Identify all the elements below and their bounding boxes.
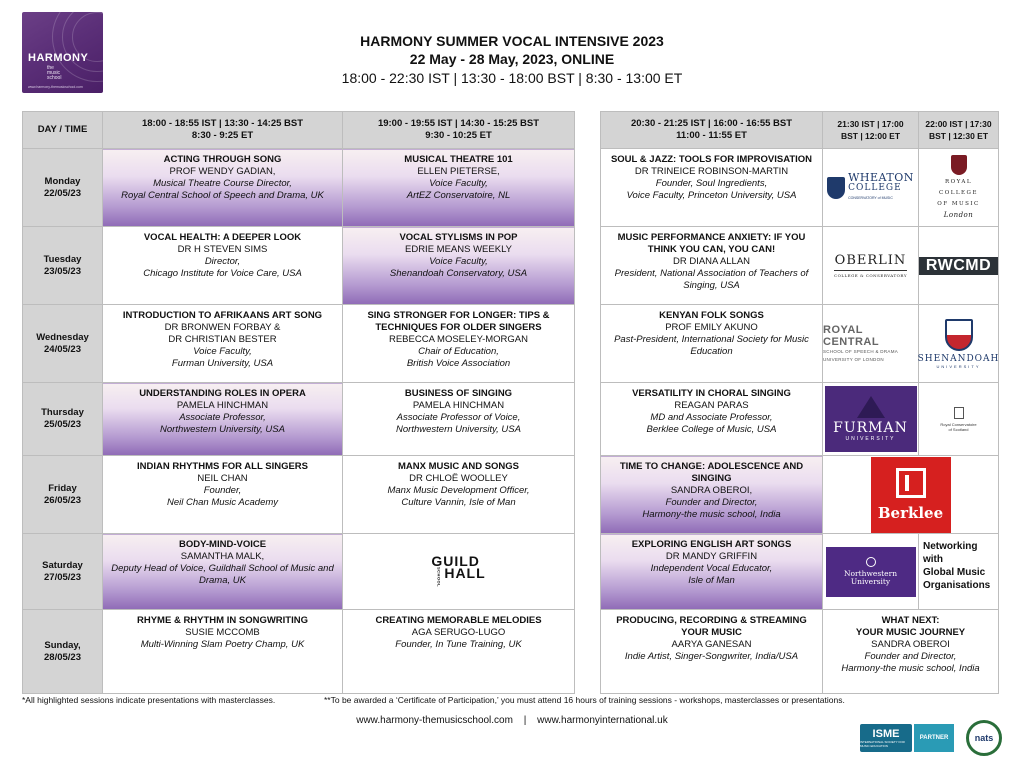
- session-business-of-singing: BUSINESS OF SINGING PAMELA HINCHMAN Associate Professor of Voice, Northwestern University, USA: [343, 383, 575, 456]
- session-body-mind-voice: BODY-MIND-VOICE SAMANTHA MALK, Deputy Head of Voice, Guildhall School of Music and Drama, UK: [103, 534, 343, 610]
- header-slot4: 21:30 IST | 17:00 BST | 12:00 ET: [823, 112, 919, 149]
- day-monday: Monday 22/05/23: [23, 149, 103, 227]
- northwestern-logo-cell: [823, 534, 919, 610]
- page-title: HARMONY SUMMER VOCAL INTENSIVE 2023: [360, 33, 664, 49]
- header-slot3: 20:30 - 21:25 IST | 16:00 - 16:55 BST 11:00 - 11:55 ET: [601, 112, 823, 149]
- header-slot1: 18:00 - 18:55 IST | 13:30 - 14:25 BST 8:30 - 9:25 ET: [103, 112, 343, 149]
- link-harmony-international[interactable]: www.harmonyinternational.uk: [537, 715, 668, 726]
- wheaton-shield-icon: [827, 177, 845, 199]
- shenandoah-logo-cell: [919, 305, 999, 383]
- isme-logo: ISME INTERNATIONAL SOCIETY FOR MUSIC EDUCATION: [860, 724, 912, 752]
- day-tuesday: Tuesday 23/05/23: [23, 227, 103, 305]
- royal-central-logo-cell: [823, 305, 919, 383]
- session-producing-recording: PRODUCING, RECORDING & STREAMING YOUR MUSIC AARYA GANESAN Indie Artist, Singer-Songwriter, India/USA: [601, 610, 823, 694]
- furman-logo: FURMAN UNIVERSITY: [825, 386, 917, 452]
- oberlin-logo-cell: [823, 227, 919, 305]
- day-thursday: Thursday 25/05/23: [23, 383, 103, 456]
- rcs-logo-cell: [919, 383, 999, 456]
- logo-sub: the music school: [47, 65, 62, 81]
- session-manx-music: MANX MUSIC AND SONGS DR CHLOË WOOLLEY Manx Music Development Officer, Culture Vannin, Isle of Man: [343, 456, 575, 534]
- rcs-crest-icon: [954, 407, 964, 419]
- header-slot2: 19:00 - 19:55 IST | 14:30 - 15:25 BST 9:30 - 10:25 ET: [343, 112, 575, 149]
- session-kenyan-folk-songs: KENYAN FOLK SONGS PROF EMILY AKUNO Past-President, International Society for Music Education: [601, 305, 823, 383]
- oberlin-logo: OBERLIN COLLEGE & CONSERVATORY: [834, 253, 907, 278]
- rwcmd-logo-cell: [919, 227, 999, 305]
- session-what-next: WHAT NEXT: YOUR MUSIC JOURNEY SANDRA OBEROI Founder and Director, Harmony-the music school, India: [823, 610, 999, 694]
- session-memorable-melodies: CREATING MEMORABLE MELODIES AGA SERUGO-LUGO Founder, In Tune Training, UK: [343, 610, 575, 694]
- rcs-logo: Royal Conservatoire of Scotland: [940, 407, 976, 432]
- page-times: 18:00 - 22:30 IST | 13:30 - 18:00 BST | 8:30 - 13:00 ET: [341, 70, 683, 86]
- rwcmd-logo: RWCMD: [919, 257, 998, 275]
- session-soul-jazz: SOUL & JAZZ: TOOLS FOR IMPROVISATION DR TRINEICE ROBINSON-MARTIN Founder, Soul Ingredients, Voice Faculty, Princeton University, USA: [601, 149, 823, 227]
- networking-cell: Networking with Global Music Organisations: [919, 534, 999, 610]
- nats-logo: nats: [966, 720, 1002, 756]
- partner-badge: PARTNER: [914, 724, 954, 752]
- northwestern-seal-icon: [866, 557, 876, 567]
- day-sunday: Sunday, 28/05/23: [23, 610, 103, 694]
- berklee-logo: Berklee: [871, 457, 951, 533]
- schedule-right-table: [600, 111, 999, 694]
- rcm-crest-icon: [951, 155, 967, 175]
- royal-central-logo: ROYAL CENTRAL SCHOOL OF SPEECH & DRAMA UNIVERSITY OF LONDON: [823, 323, 899, 362]
- wheaton-logo-cell: [823, 149, 919, 227]
- session-roles-in-opera: UNDERSTANDING ROLES IN OPERA PAMELA HINCHMAN Associate Professor, Northwestern University, USA: [103, 383, 343, 456]
- session-afrikaans-art-song: INTRODUCTION TO AFRIKAANS ART SONG DR BRONWEN FORBAY & DR CHRISTIAN BESTER Voice Faculty, Furman University, USA: [103, 305, 343, 383]
- session-vocal-health: VOCAL HEALTH: A DEEPER LOOK DR H STEVEN SIMS Director, Chicago Institute for Voice Care, USA: [103, 227, 343, 305]
- session-musical-theatre-101: MUSICAL THEATRE 101 ELLEN PIETERSE, Voice Faculty, ArtEZ Conservatoire, NL: [343, 149, 575, 227]
- berklee-mark-icon: [896, 468, 926, 498]
- shenandoah-shield-icon: [945, 319, 973, 351]
- day-saturday: Saturday 27/05/23: [23, 534, 103, 610]
- page-dates: 22 May - 28 May, 2023, ONLINE: [409, 51, 615, 67]
- footnote-highlight: *All highlighted sessions indicate presentations with masterclasses.: [22, 695, 276, 705]
- guildhall-logo: GUILD SCHOOL HALL: [431, 553, 486, 588]
- session-acting-through-song: ACTING THROUGH SONG PROF WENDY GADIAN, Musical Theatre Course Director, Royal Central School of Speech and Drama, UK: [103, 149, 343, 227]
- session-vocal-stylisms-pop: VOCAL STYLISMS IN POP EDRIE MEANS WEEKLY Voice Faculty, Shenandoah Conservatory, USA: [343, 227, 575, 305]
- footer-links: [200, 715, 824, 726]
- session-english-art-songs: EXPLORING ENGLISH ART SONGS DR MANDY GRIFFIN Independent Vocal Educator, Isle of Man: [601, 534, 823, 610]
- wheaton-logo: WHEATON COLLEGE CONSERVATORY of MUSIC: [824, 173, 917, 203]
- harmony-logo: [22, 12, 103, 93]
- link-harmony-school[interactable]: www.harmony-themusicschool.com: [356, 715, 513, 726]
- day-friday: Friday 26/05/23: [23, 456, 103, 534]
- session-indian-rhythms: INDIAN RHYTHMS FOR ALL SINGERS NEIL CHAN Founder, Neil Chan Music Academy: [103, 456, 343, 534]
- day-wednesday: Wednesday 24/05/23: [23, 305, 103, 383]
- schedule-left-table: [22, 111, 575, 694]
- furman-logo-cell: [823, 383, 919, 456]
- header-day: DAY / TIME: [23, 112, 103, 149]
- shenandoah-logo: SHENANDOAH UNIVERSITY: [918, 319, 1000, 369]
- link-separator: |: [523, 715, 527, 726]
- session-time-to-change: TIME TO CHANGE: ADOLESCENCE AND SINGING SANDRA OBEROI, Founder and Director, Harmony-the music school, India: [601, 456, 823, 534]
- northwestern-logo: Northwestern University: [826, 547, 916, 597]
- guildhall-logo-cell: [343, 534, 575, 610]
- session-rhyme-rhythm: RHYME & RHYTHM IN SONGWRITING SUSIE MCCOMB Multi-Winning Slam Poetry Champ, UK: [103, 610, 343, 694]
- rcm-logo: ROYAL COLLEGE OF MUSIC London: [937, 155, 980, 221]
- logo-brand: HARMONY: [28, 52, 89, 64]
- footnote-certificate: **To be awarded a ‘Certificate of Participation,’ you must attend 16 hours of training sessions - workshops, masterclasses or presentations.: [324, 695, 845, 705]
- furman-spire-icon: [857, 396, 885, 418]
- logo-url: www.harmony-themusicschool.com: [28, 85, 83, 89]
- session-performance-anxiety: MUSIC PERFORMANCE ANXIETY: IF YOU THINK YOU CAN, YOU CAN! DR DIANA ALLAN President, National Association of Teachers of Singing, USA: [601, 227, 823, 305]
- session-sing-stronger: SING STRONGER FOR LONGER: TIPS & TECHNIQUES FOR OLDER SINGERS REBECCA MOSELEY-MORGAN Chair of Education, British Voice Association: [343, 305, 575, 383]
- rcm-logo-cell: [919, 149, 999, 227]
- berklee-logo-cell: [823, 456, 999, 534]
- header-slot5: 22:00 IST | 17:30 BST | 12:30 ET: [919, 112, 999, 149]
- session-choral-singing: VERSATILITY IN CHORAL SINGING REAGAN PARAS MD and Associate Professor, Berklee College of Music, USA: [601, 383, 823, 456]
